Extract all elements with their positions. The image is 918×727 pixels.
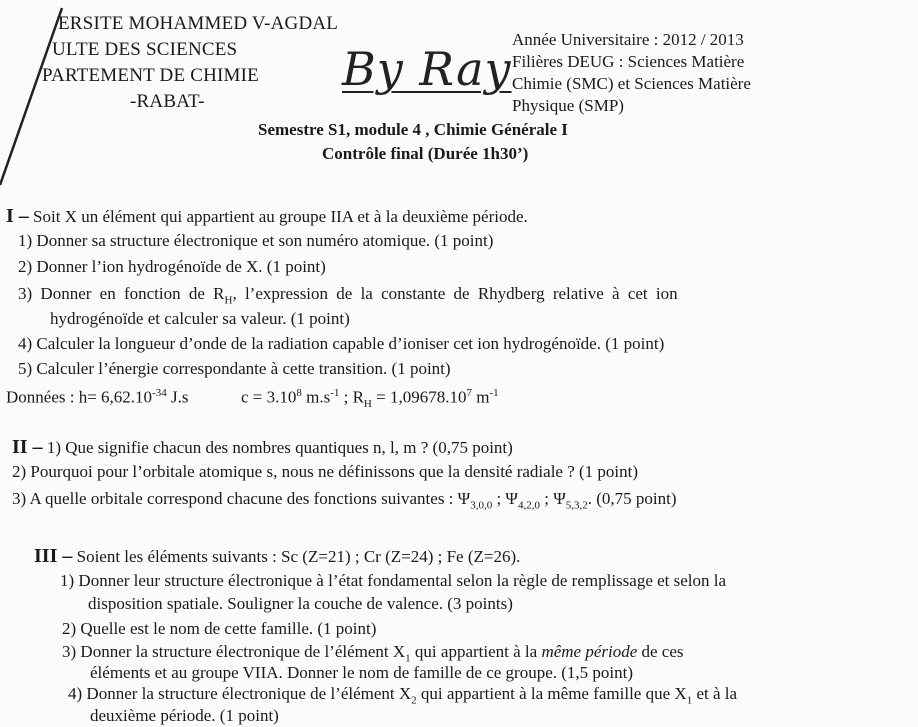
data-c-unit: m.s bbox=[301, 387, 331, 407]
data-r-sub: H bbox=[363, 398, 372, 411]
section-3-question-4-cont: deuxième période. (1 point) bbox=[90, 706, 279, 725]
section-1-question-4: 4) Calculer la longueur d’onde de la radiation capable d’ioniser cet ion hydrogénoïde. (1 point) bbox=[18, 334, 665, 353]
section-2-number: II – bbox=[12, 436, 43, 458]
x1-sub-2: 1 bbox=[686, 694, 693, 707]
exam-title: Semestre S1, module 4 , Chimie Générale I bbox=[258, 120, 568, 139]
section-2-question-2: 2) Pourquoi pour l’orbitale atomique s, nous ne définissons que la densité radiale ? (1 point) bbox=[12, 462, 639, 481]
data-c-exp: 8 bbox=[296, 387, 302, 399]
handwritten-signature: By Ray bbox=[342, 42, 512, 96]
data-h-unit: J.s bbox=[166, 387, 189, 407]
psi-sep-2: ; Ψ bbox=[539, 489, 566, 508]
x1-sub: 1 bbox=[405, 652, 411, 665]
data-c-value: c = 3.10 bbox=[240, 387, 297, 407]
psi-3-indices: 5,3,2 bbox=[565, 499, 588, 512]
q3-psi-points: . (0,75 point) bbox=[587, 489, 677, 508]
q4-x2-text: 4) Donner la structure électronique de l’élément X bbox=[68, 684, 412, 703]
filiere-line-3: Physique (SMP) bbox=[512, 96, 624, 115]
x2-sub: 2 bbox=[411, 694, 417, 707]
section-3-intro-text: Soient les éléments suivants : Sc (Z=21) ; Cr (Z=24) ; Fe (Z=26). bbox=[76, 547, 521, 566]
q3-x1-mid: qui appartient à la bbox=[410, 642, 542, 661]
q3-x1-end: de ces bbox=[637, 642, 684, 661]
data-h-exp: -34 bbox=[152, 387, 167, 399]
data-r-value: = 1,09678.10 bbox=[371, 387, 467, 407]
q3-psi-text: 3) A quelle orbitale correspond chacune des fonctions suivantes : Ψ bbox=[12, 489, 471, 508]
section-3-number: III – bbox=[34, 545, 73, 567]
data-r-unit: m bbox=[471, 387, 490, 407]
data-c-unit-exp: -1 bbox=[330, 387, 340, 399]
data-r-unit-exp: -1 bbox=[489, 387, 499, 399]
section-1-number: I – bbox=[6, 205, 29, 227]
institution-line-3: PARTEMENT DE CHIMIE bbox=[42, 65, 259, 86]
q3-text-start: 3) Donner en fonction de R bbox=[18, 284, 225, 303]
section-2-q1-text: 1) Que signifie chacun des nombres quantiques n, l, m ? (0,75 point) bbox=[46, 438, 513, 457]
section-1-question-3-cont: hydrogénoïde et calculer sa valeur. (1 point) bbox=[50, 309, 350, 328]
section-3-question-2: 2) Quelle est le nom de cette famille. (1 point) bbox=[62, 619, 377, 638]
academic-year: Année Universitaire : 2012 / 2013 bbox=[512, 30, 744, 49]
section-1-question-1: 1) Donner sa structure électronique et son numéro atomique. (1 point) bbox=[18, 231, 494, 250]
exam-subtitle: Contrôle final (Durée 1h30’) bbox=[322, 144, 529, 163]
section-3-question-1-cont: disposition spatiale. Souligner la couche de valence. (3 points) bbox=[88, 594, 513, 613]
section-3-question-1: 1) Donner leur structure électronique à l’état fondamental selon la règle de remplissage et selon la bbox=[60, 571, 727, 590]
institution-line-2: ULTE DES SCIENCES bbox=[52, 39, 238, 60]
q3-x1-italic: même période bbox=[541, 642, 638, 661]
section-3-question-3-cont: éléments et au groupe VIIA. Donner le nom de famille de ce groupe. (1,5 point) bbox=[90, 663, 634, 682]
q3-text-end: , l’expression de la constante de Rhydberg relative à cet ion bbox=[232, 284, 678, 303]
section-2-question-3 bbox=[12, 488, 677, 516]
section-2-question-1 bbox=[12, 436, 513, 459]
psi-sep-1: ; Ψ bbox=[492, 489, 518, 508]
psi-1-indices: 3,0,0 bbox=[470, 499, 493, 512]
q4-x2-end: et à la bbox=[692, 684, 738, 703]
section-1-intro bbox=[6, 205, 528, 228]
filiere-line-2: Chimie (SMC) et Sciences Matière bbox=[512, 74, 751, 93]
q4-x2-mid: qui appartient à la même famille que X bbox=[416, 684, 687, 703]
data-r-label: ; R bbox=[339, 387, 364, 407]
section-1-data bbox=[6, 382, 499, 415]
psi-2-indices: 4,2,0 bbox=[517, 499, 540, 512]
section-1-question-2: 2) Donner l’ion hydrogénoïde de X. (1 point) bbox=[18, 257, 326, 276]
section-3-intro bbox=[34, 545, 520, 568]
data-r-exp: 7 bbox=[466, 387, 472, 399]
institution-line-4: -RABAT- bbox=[130, 91, 205, 112]
section-1-question-5: 5) Calculer l’énergie correspondante à cette transition. (1 point) bbox=[18, 359, 451, 378]
institution-line-1: ERSITE MOHAMMED V-AGDAL bbox=[58, 13, 339, 34]
filiere-line-1: Filières DEUG : Sciences Matière bbox=[512, 52, 745, 71]
q3-x1-text: 3) Donner la structure électronique de l’élément X bbox=[62, 642, 406, 661]
data-h-value: Données : h= 6,62.10 bbox=[6, 387, 153, 407]
q3-subscript: H bbox=[224, 294, 233, 307]
section-1-intro-text: Soit X un élément qui appartient au groupe IIA et à la deuxième période. bbox=[33, 207, 528, 226]
